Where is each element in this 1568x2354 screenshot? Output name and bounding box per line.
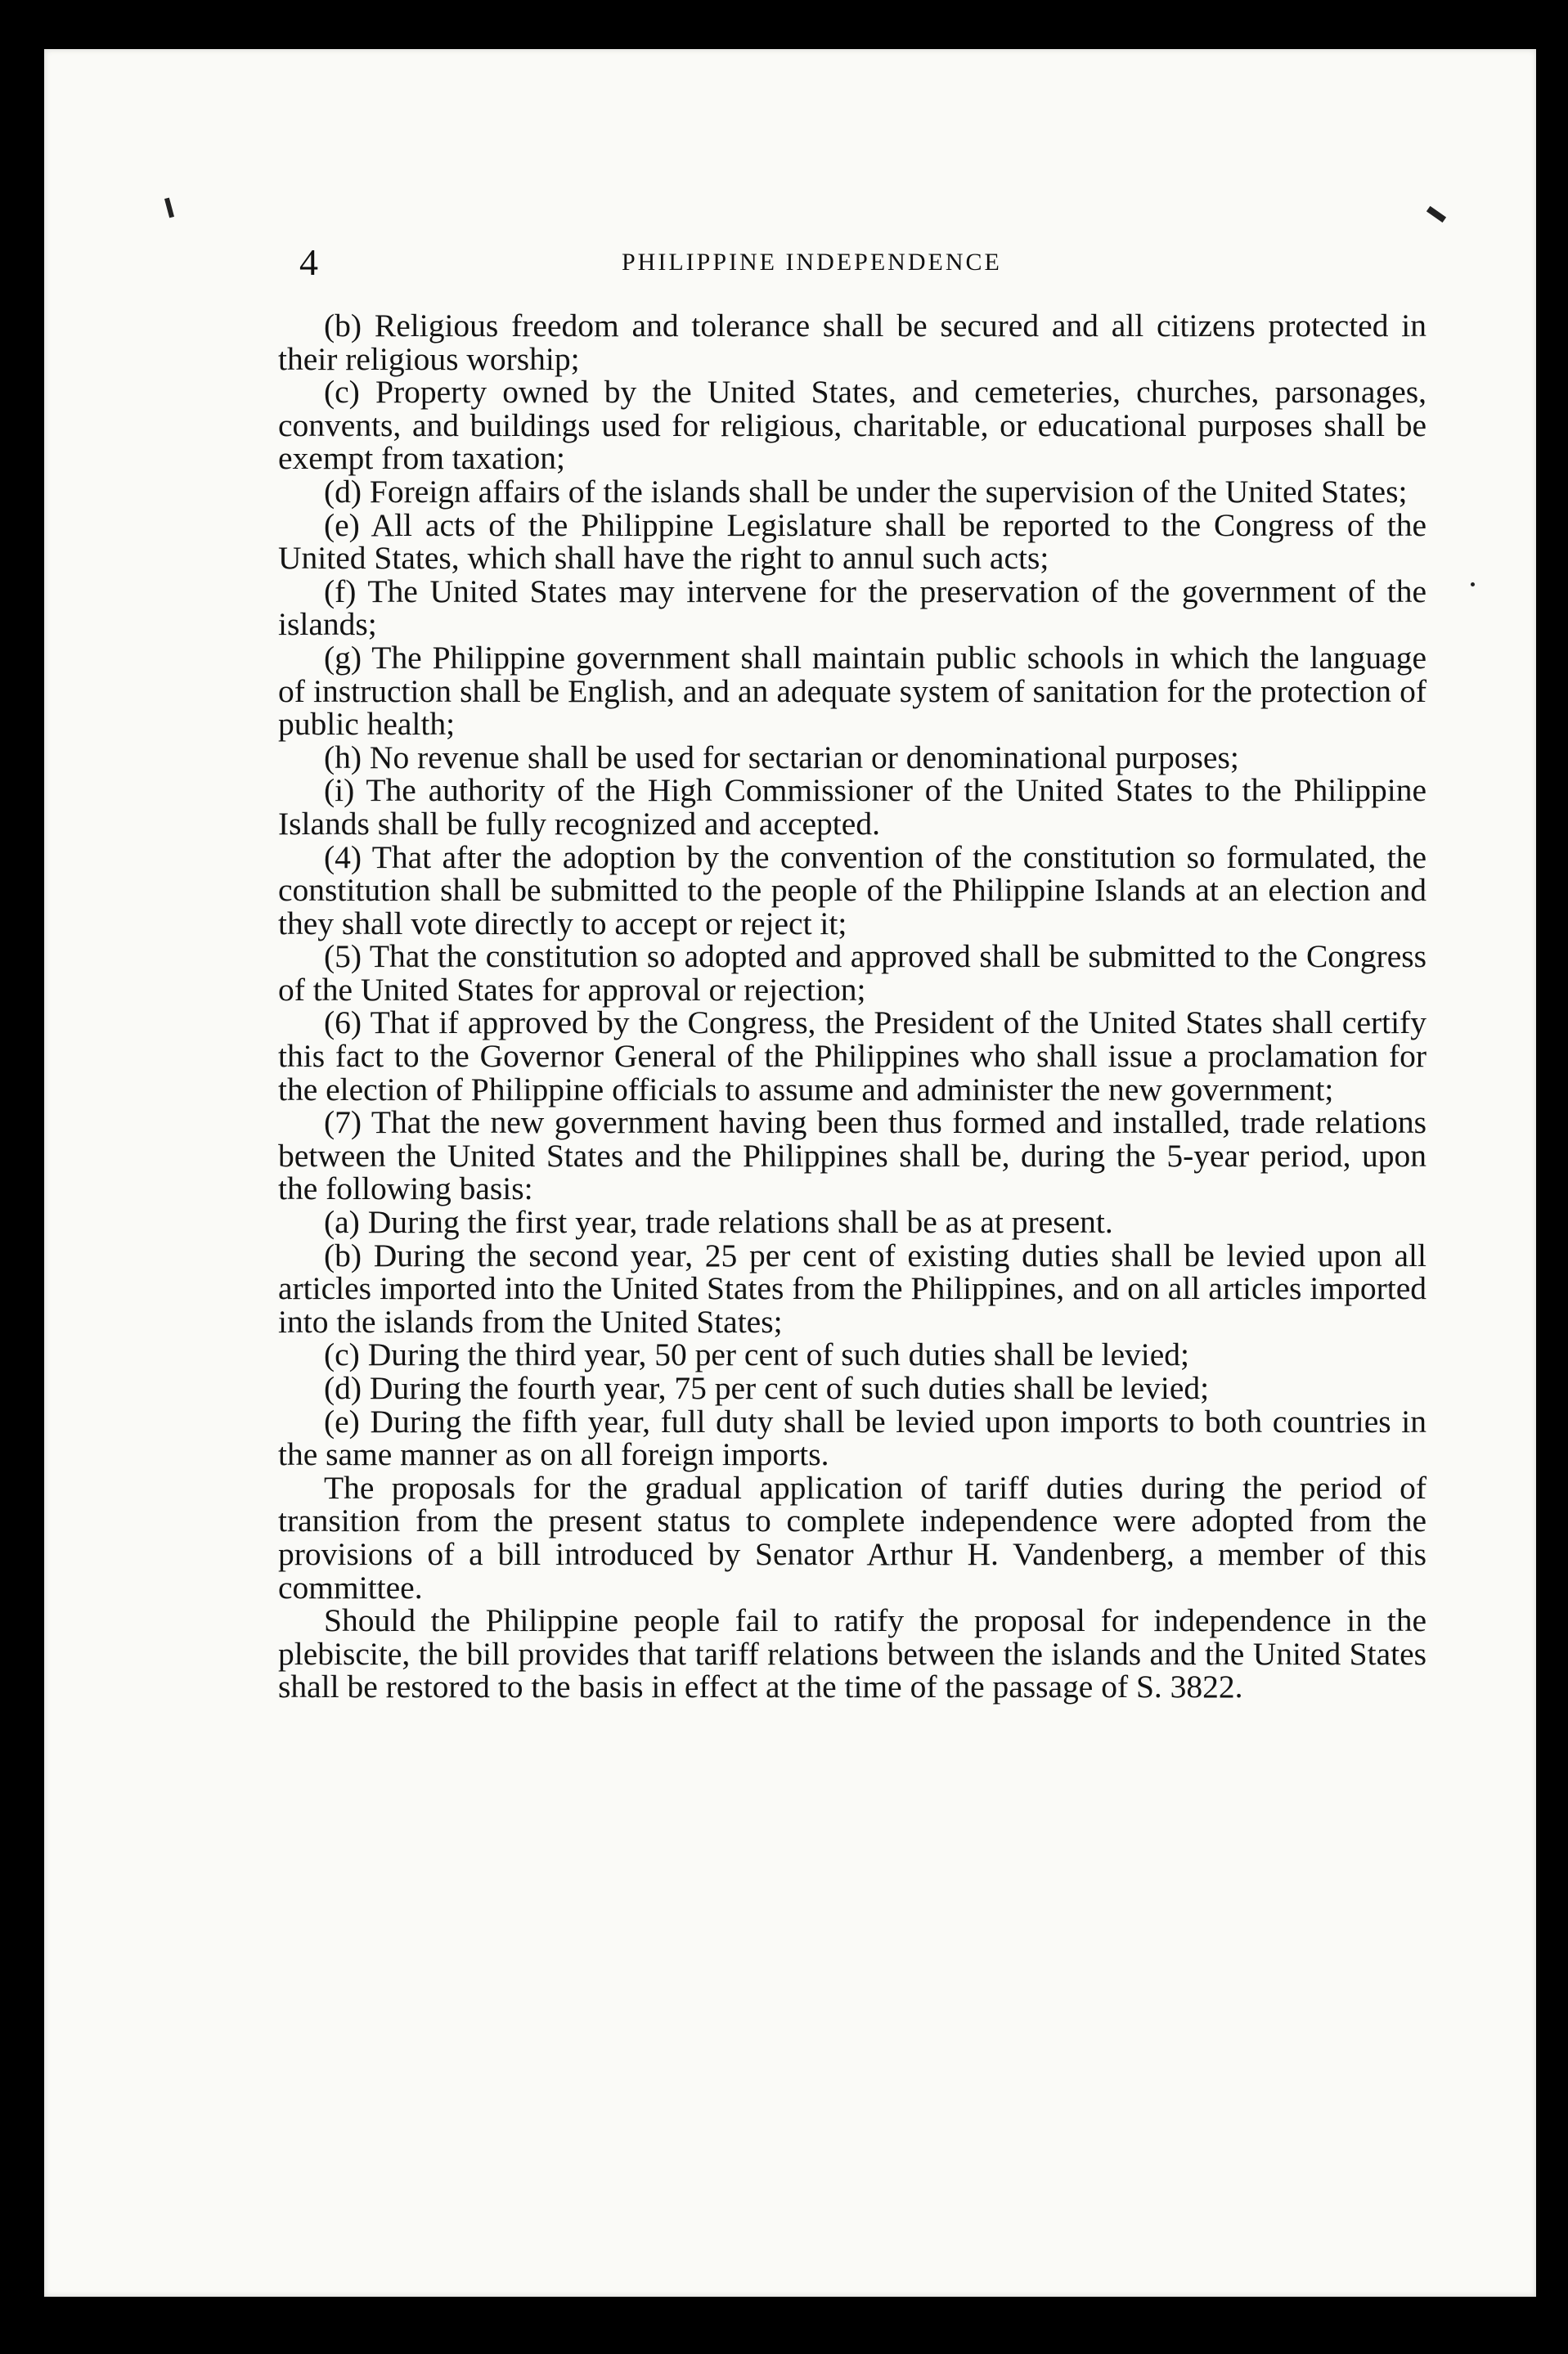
paragraph: (b) During the second year, 25 per cent of existing duties shall be levied upon all articles imported into the United States from the Philippines, and on all articles imported into the islands from the United States; (278, 1237, 1426, 1340)
running-head: PHILIPPINE INDEPENDENCE (622, 249, 1002, 276)
paragraph: (c) During the third year, 50 per cent of such duties shall be levied; (324, 1336, 1189, 1373)
paragraph: (e) All acts of the Philippine Legislature shall be reported to the Congress of the United States, which shall have the right to annul such acts; (278, 506, 1426, 577)
paragraph: (a) During the first year, trade relations shall be as at present. (324, 1204, 1113, 1241)
paragraph: Should the Philippine people fail to ratify the proposal for independence in the plebiscite, the bill provides that tariff relations between the islands and the United States shall be restored to the basis in effect at the time of the passage of S. 3822. (278, 1602, 1426, 1705)
paragraph: (4) That after the adoption by the convention of the constitution so formulated, the constitution shall be submitted to the people of the Philippine Islands at an election and they shall vote directly to accept or reject it; (278, 838, 1426, 941)
paragraph: (h) No revenue shall be used for sectarian or denominational purposes; (324, 739, 1239, 775)
paragraph: (d) Foreign affairs of the islands shall be under the supervision of the United States; (324, 473, 1408, 510)
paragraph: (5) That the constitution so adopted and approved shall be submitted to the Congress of the United States for approval or rejection; (278, 938, 1426, 1008)
paragraph: (d) During the fourth year, 75 per cent of such duties shall be levied; (324, 1370, 1210, 1406)
paragraph: (f) The United States may intervene for the preservation of the government of the islands; (278, 573, 1426, 643)
scan-speck (164, 198, 174, 218)
paragraph: (i) The authority of the High Commissioner of the United States to the Philippine Islands shall be fully recognized and accepted. (278, 772, 1426, 842)
paragraph: (b) Religious freedom and tolerance shall be secured and all citizens protected in their religious worship; (278, 308, 1426, 377)
scan-speck (1471, 582, 1475, 586)
paragraph: The proposals for the gradual application of tariff duties during the period of transition from the present status to complete independence were adopted from the provisions of a bill introduced by Senator Arthur H. Vandenberg, a member of this committee. (278, 1469, 1426, 1606)
paragraph: (g) The Philippine government shall maintain public schools in which the language of instruction shall be English, and an adequate system of sanitation for the protection of public health; (278, 639, 1426, 743)
paragraph: (e) During the fifth year, full duty shall be levied upon imports to both countries in the same manner as on all foreign imports. (278, 1403, 1426, 1473)
scan-speck (1426, 206, 1446, 222)
paragraph: (7) That the new government having been thus formed and installed, trade relations between the United States and the Philippines shall be, during the 5-year period, upon the following basis: (278, 1104, 1426, 1207)
body-text (278, 309, 1426, 1704)
paragraph: (c) Property owned by the United States, and cemeteries, churches, parsonages, convents, and buildings used for religious, charitable, or educational purposes shall be exempt from taxation; (278, 374, 1426, 477)
paragraph: (6) That if approved by the Congress, the President of the United States shall certify this fact to the Governor General of the Philippines who shall issue a proclamation for the election of Philippine officials to assume and administer the new government; (278, 1004, 1426, 1107)
page-number: 4 (299, 241, 318, 283)
page-header (44, 240, 1536, 290)
document-page (44, 49, 1536, 2297)
